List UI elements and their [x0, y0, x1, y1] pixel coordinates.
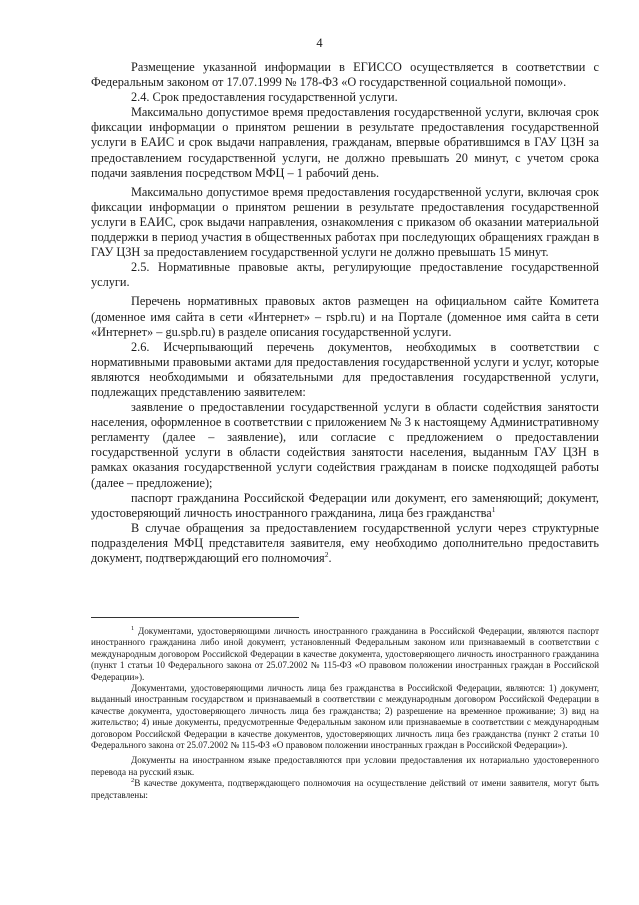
footnote-1-stateless: Документами, удостоверяющими личность лица без гражданства в Российской Федерации, являются: 1) документ, выданный иностранным государством и признаваемый в соответствии с международным договором Российской Федерации в качестве документа, удостоверяющего личность лица без гражданства; 2) разрешение на временное проживание; 3) вид на жительство; 4) иные документы, предусмотренные Федеральным законом или признаваемые в соответствии с международным договором Российской Федерации в качестве документов, удостоверяющих личность лица без гражданства (пункт 2 статьи 10 Федерального закона от 25.07.2002 № 115-ФЗ «О правовом положении иностранных граждан в Российской Федерации»). [91, 683, 599, 751]
section-heading-2-6: 2.6. Исчерпывающий перечень документов, необходимых в соответствии с нормативными правовыми актами для предоставления государственной услуги и услуг, которые являются необходимыми и обязательными для предоставления государственной услуги, подлежащих представлению заявителем: [91, 339, 599, 399]
passport-text: паспорт гражданина Российской Федерации или документ, его заменяющий; документ, удостоверяющий личность иностранного гражданина, лица без гражданства [91, 490, 599, 520]
footnotes [91, 626, 599, 801]
footnote-1-text: Документами, удостоверяющими личность иностранного гражданина в Российской Федерации, являются паспорт иностранного гражданина либо иной документ, установленный Федеральным законом или признаваемый в соответствии с международным договором Российской Федерации в качестве документа, удостоверяющего личность иностранного гражданина (пункт 1 статьи 10 Федерального закона от 25.07.2002 № 115-ФЗ «О правовом положении иностранных граждан в Российской Федерации»). [91, 626, 599, 682]
footnote-mark-2: 2 [131, 777, 135, 785]
footnote-mark-1: 1 [131, 624, 135, 632]
paragraph-max-time-repeat: Максимально допустимое время предоставления государственной услуги, включая срок фиксации информации о принятом решении в результате предоставления государственной услуги в ЕАИС, срок выдачи направления, ознакомления с приказом об оказании материальной поддержки в период участия в общественных работах при последующих обращениях граждан в ГАУ ЦЗН за предоставлением государственной услуги не должно превышать 15 минут. [91, 184, 599, 260]
page-number: 4 [316, 36, 323, 50]
paragraph-legal-acts: Перечень нормативных правовых актов размещен на официальном сайте Комитета (доменное имя сайта в сети «Интернет» – rspb.ru) и на Портале (доменное имя сайта в сети «Интернет» – gu.spb.ru) в разделе описания государственной услуги. [91, 294, 599, 339]
representative-text: В случае обращения за предоставлением государственной услуги через структурные подразделения МФЦ представителя заявителя, ему необходимо дополнительно предоставить документ, подтверждающий его полномочия [91, 520, 599, 565]
footnote-1-foreign-language: Документы на иностранном языке предоставляются при условии предоставления их нотариально удостоверенного перевода на русский язык. [91, 755, 599, 777]
body-text [91, 60, 599, 566]
section-heading-2-5: 2.5. Нормативные правовые акты, регулирующие предоставление государственной услуги. [91, 260, 599, 290]
paragraph-max-time-first: Максимально допустимое время предоставления государственной услуги, включая срок фиксации информации о принятом решении в результате предоставления государственной услуги в ЕАИС и срок выдачи направления, гражданам, впервые обратившимся в ГАУ ЦЗН за предоставлением государственной услуги, не должно превышать 20 минут, с учетом срока подачи заявления посредством МФЦ – 1 рабочий день. [91, 105, 599, 180]
section-heading-2-4: 2.4. Срок предоставления государственной услуги. [131, 90, 398, 105]
footnote-2-text: В качестве документа, подтверждающего полномочия на осуществление действий от имени заявителя, могут быть представлены: [91, 778, 599, 800]
paragraph-representative: В случае обращения за предоставлением государственной услуги через структурные подразделения МФЦ представителя заявителя, ему необходимо дополнительно предоставить документ, подтверждающий его полномочия$^2$. [91, 520, 599, 565]
footnote-2 [91, 778, 599, 801]
footnote-1 [91, 626, 599, 683]
paragraph-passport [91, 491, 599, 521]
footnote-separator [91, 617, 299, 618]
paragraph-egisso: Размещение указанной информации в ЕГИССО осуществляется в соответствии с Федеральным законом от 17.07.1999 № 178-ФЗ «О государственной социальной помощи». [91, 60, 599, 90]
footnote-ref-1[interactable]: 1 [491, 504, 496, 514]
footnote-ref-2[interactable]: 2 [324, 549, 329, 559]
paragraph-application: заявление о предоставлении государственной услуги в области содействия занятости населения, оформленное в соответствии с приложением № 3 к настоящему Административному регламенту (далее – заявление), или согласие с предложением о предоставлении государственной услуги в области содействия занятости населения, выданным ГАУ ЦЗН в рамках оказания государственной услуги содействия гражданам в поиске подходящей работы (далее – предложение); [91, 400, 599, 490]
